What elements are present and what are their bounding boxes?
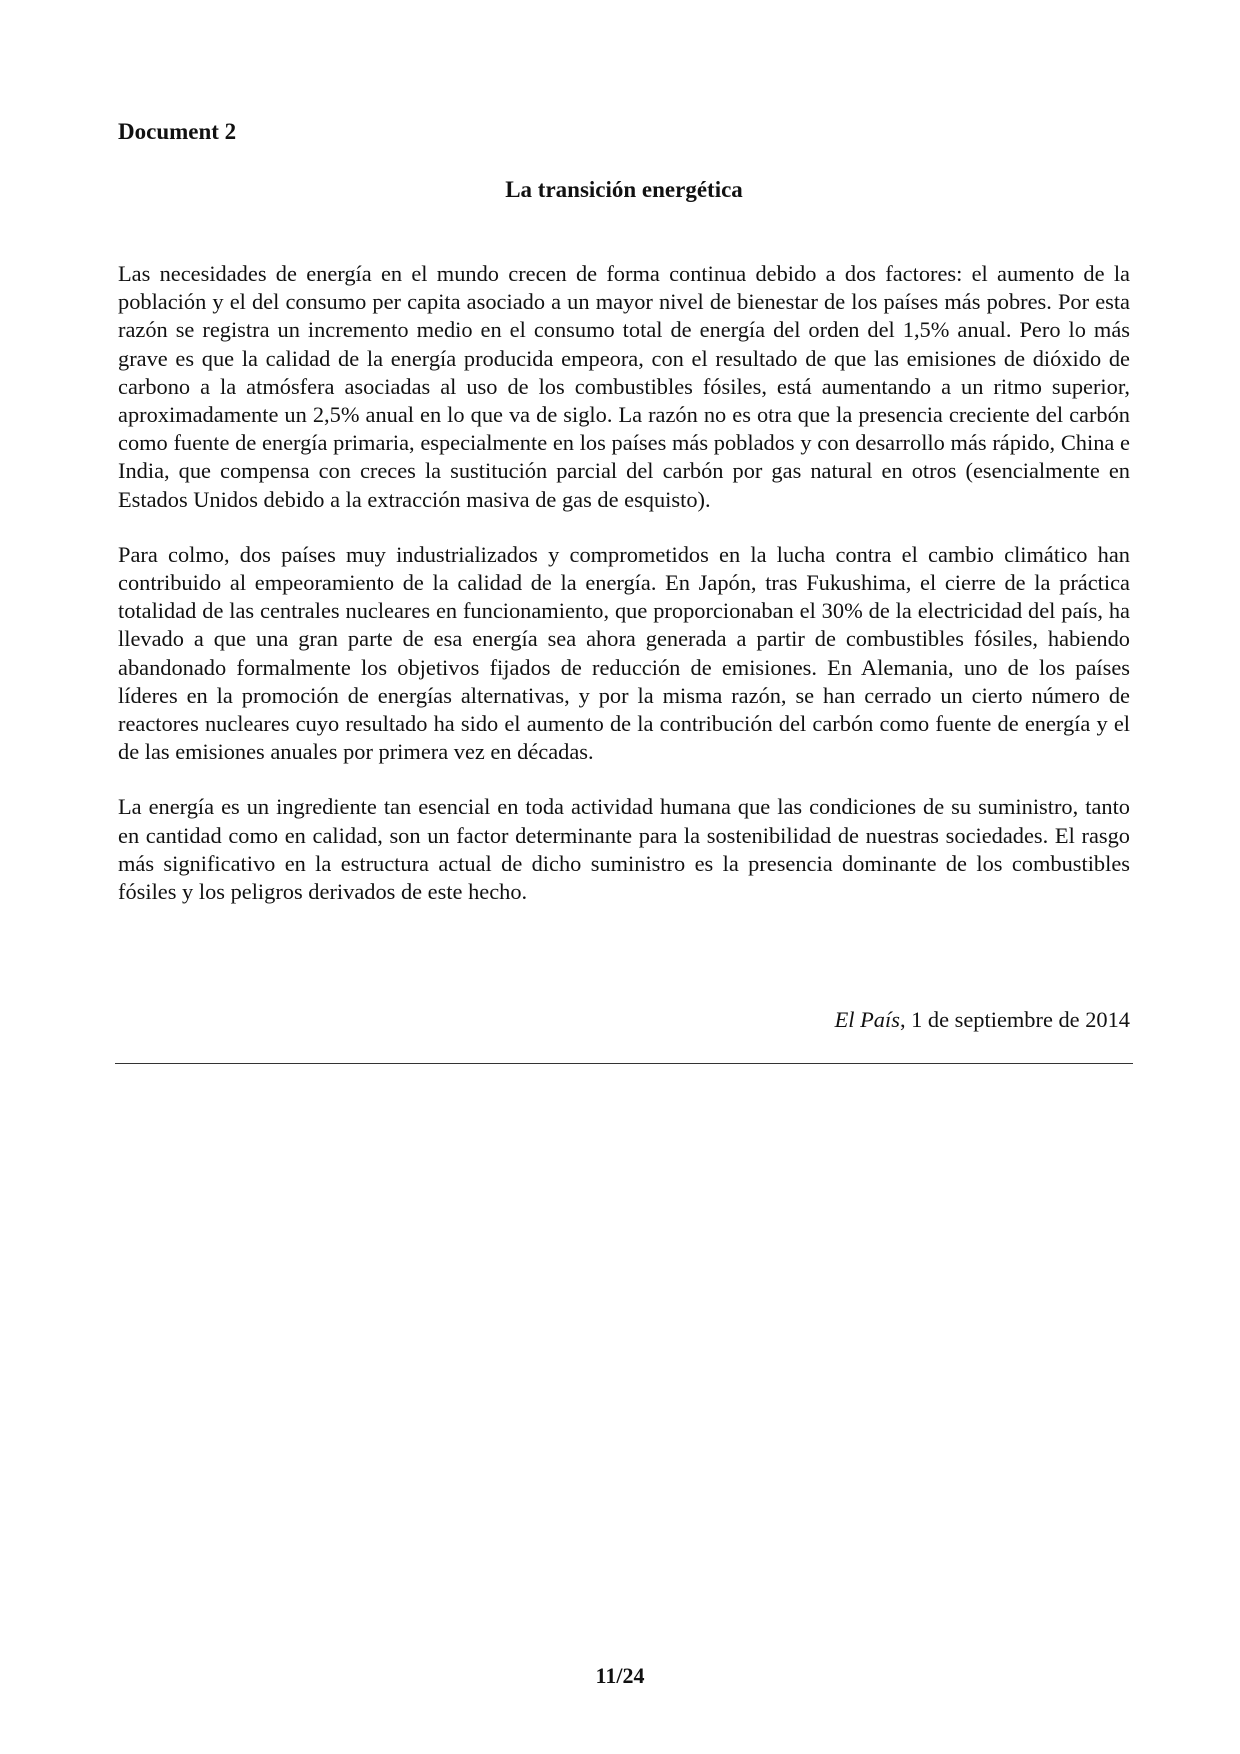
source-date: , 1 de septiembre de 2014 (899, 1007, 1130, 1032)
paragraph-1: Las necesidades de energía en el mundo crecen de forma continua debido a dos factores: el aumento de la población y el del consumo per capita asociado a un mayor nivel de bienestar de los países más pobres. Por esta razón se registra un incremento medio en el consumo total de energía del orden del 1,5% anual. Pero lo más grave es que la calidad de la energía producida empeora, con el resultado de que las emisiones de dióxido de carbono a la atmósfera asociadas al uso de los combustibles fósiles, está aumentando a un ritmo superior, aproximadamente un 2,5% anual en lo que va de siglo. La razón no es otra que la presencia creciente del carbón como fuente de energía primaria, especialmente en los países más poblados y con desarrollo más rápido, China e India, que compensa con creces la sustitución parcial del carbón por gas natural en otros (esencialmente en Estados Unidos debido a la extracción masiva de gas de esquisto). (118, 261, 1130, 512)
document-title: La transición energética (505, 177, 743, 202)
paragraph-3: La energía es un ingrediente tan esencial en toda actividad humana que las condiciones de su suministro, tanto en cantidad como en calidad, son un factor determinante para la sostenibilidad de nuestras sociedades. El rasgo más significativo en la estructura actual de dicho suministro es la presencia dominante de los combustibles fósiles y los peligros derivados de este hecho. (118, 794, 1130, 905)
article-body (118, 260, 1130, 933)
page-number: 11/24 (595, 1663, 645, 1688)
source-publication: El País (834, 1007, 900, 1032)
document-label: Document 2 (118, 119, 237, 144)
paragraph-2: Para colmo, dos países muy industrializados y comprometidos en la lucha contra el cambio climático han contribuido al empeoramiento de la calidad de la energía. En Japón, tras Fukushima, el cierre de la práctica totalidad de las centrales nucleares en funcionamiento, que proporcionaban el 30% de la electricidad del país, ha llevado a que una gran parte de esa energía sea ahora generada a partir de combustibles fósiles, habiendo abandonado formalmente los objetivos fijados de reducción de emisiones. En Alemania, uno de los países líderes en la promoción de energías alternativas, y por la misma razón, se han cerrado un cierto número de reactores nucleares cuyo resultado ha sido el aumento de la contribución del carbón como fuente de energía y el de las emisiones anuales por primera vez en décadas. (118, 541, 1130, 765)
horizontal-divider (115, 1063, 1133, 1064)
source-citation (118, 1006, 1130, 1034)
